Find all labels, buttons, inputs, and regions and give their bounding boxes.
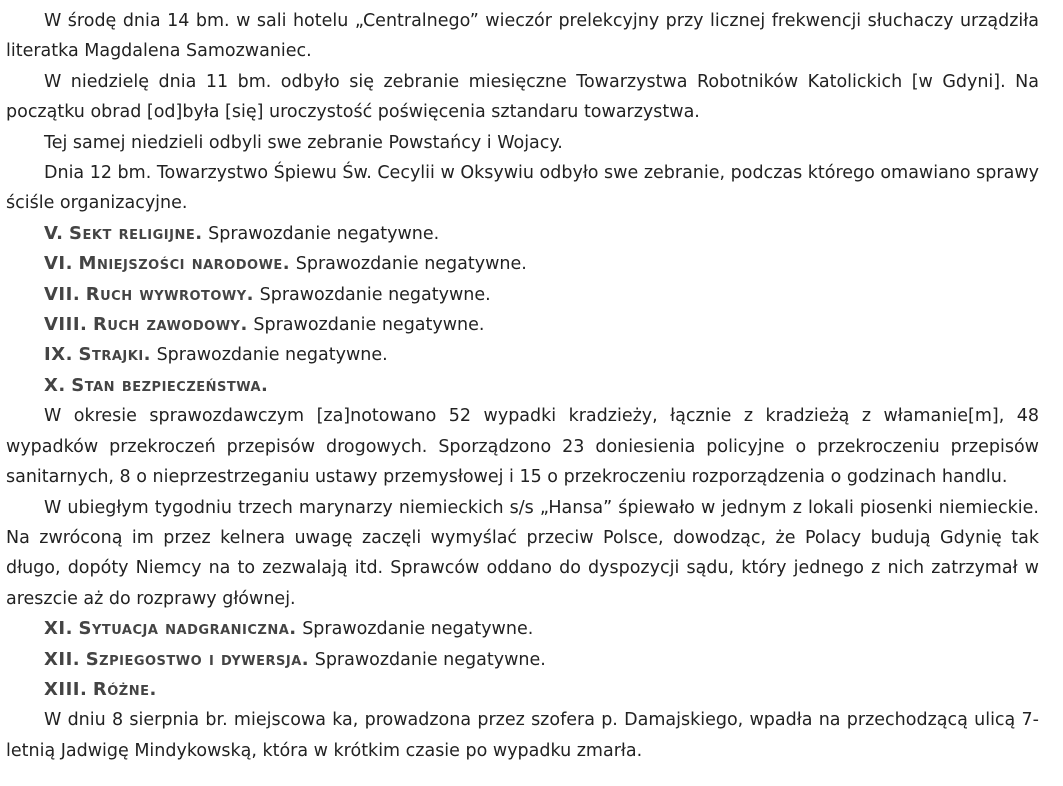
section-title: Mniejszości narodowe. [78, 253, 291, 275]
section-number: VIII. [44, 314, 88, 336]
section-title: Ruch wywrotowy. [85, 283, 255, 305]
section-title: Sytuacja nadgraniczna. [78, 618, 297, 640]
paragraph-kradzieze: W okresie sprawozdawczym [za]notowano 52 wypadki kradzieży, łącznie z kradzieżą z włamanie[m], 48 wypadków przekroczeń przepisów drogowych. Sporządzono 23 doniesienia policyjne o przekroczeniu przepisów sanitarnych, 8 o nieprzestrzeganiu ustawy przemysłowej i 15 o przekroczeniu rozporządzenia o godzinach handlu. [6, 406, 1039, 488]
section-number: VI. [44, 253, 73, 275]
section-heading-xiii [6, 675, 1039, 705]
section-status: Sprawozdanie negatywne. [259, 284, 491, 305]
section-heading-xii [6, 645, 1039, 675]
section-heading-vii [6, 280, 1039, 310]
section-status: Sprawozdanie negatywne. [302, 619, 534, 640]
paragraph-wypadek: W dniu 8 sierpnia br. miejscowa ka, prowadzona przez szofera p. Damajskiego, wpadła na przechodzącą ulicą 7-letnią Jadwigę Mindykowską, która w krótkim czasie po wypadku zmarła. [6, 710, 1039, 761]
section-number: IX. [44, 344, 73, 366]
section-status: Sprawozdanie negatywne. [208, 223, 440, 244]
paragraph-prelekcja: W środę dnia 14 bm. w sali hotelu „Centralnego” wieczór prelekcyjny przy licznej frekwencji słuchaczy urządziła literatka Magdalena Samozwaniec. [6, 11, 1039, 62]
section-heading-xi [6, 614, 1039, 644]
section-status: Sprawozdanie negatywne. [295, 254, 527, 275]
section-title: Stan bezpieczeństwa. [71, 374, 269, 396]
section-number: X. [44, 374, 66, 396]
paragraph-towarzystwo-robotnikow: W niedzielę dnia 11 bm. odbyło się zebranie miesięczne Towarzystwa Robotników Katolickich [w Gdyni]. Na początku obrad [od]była [się] uroczystość poświęcenia sztandaru towarzystwa. [6, 71, 1039, 123]
section-title: Różne. [92, 678, 157, 700]
section-number: VII. [44, 283, 81, 305]
section-heading-vi [6, 249, 1039, 279]
section-status: Sprawozdanie negatywne. [156, 345, 388, 366]
section-heading-x [6, 371, 1039, 401]
section-heading-ix [6, 340, 1039, 370]
paragraph-cecylia: Dnia 12 bm. Towarzystwo Śpiewu Św. Cecylii w Oksywiu odbyło swe zebranie, podczas którego omawiano sprawy ściśle organizacyjne. [6, 163, 1039, 214]
section-heading-v [6, 219, 1039, 249]
section-number: XIII. [44, 678, 88, 700]
section-title: Strajki. [78, 344, 151, 366]
section-title: Sekt religijne. [69, 222, 203, 244]
section-title: Ruch zawodowy. [92, 314, 248, 336]
section-number: XII. [44, 648, 81, 670]
section-number: V. [44, 222, 64, 244]
section-status: Sprawozdanie negatywne. [314, 649, 546, 670]
paragraph-hansa: W ubiegłym tygodniu trzech marynarzy niemieckich s/s „Hansa” śpiewało w jednym z lokali piosenki niemieckie. Na zwróconą im przez kelnera uwagę zaczęli wymyślać przeciw Polsce, dowodząc, że Polacy budują Gdynię tak długo, dopóty Niemcy na to zezwalają itd. Sprawców oddano do dyspozycji sądu, który jednego z nich zatrzymał w areszcie aż do rozprawy głównej. [6, 497, 1039, 609]
section-number: XI. [44, 618, 73, 640]
paragraph-powstancy: Tej samej niedzieli odbyli swe zebranie Powstańcy i Wojacy. [44, 132, 563, 153]
section-heading-viii [6, 310, 1039, 340]
section-title: Szpiegostwo i dywersja. [85, 648, 310, 670]
section-status: Sprawozdanie negatywne. [253, 315, 485, 336]
